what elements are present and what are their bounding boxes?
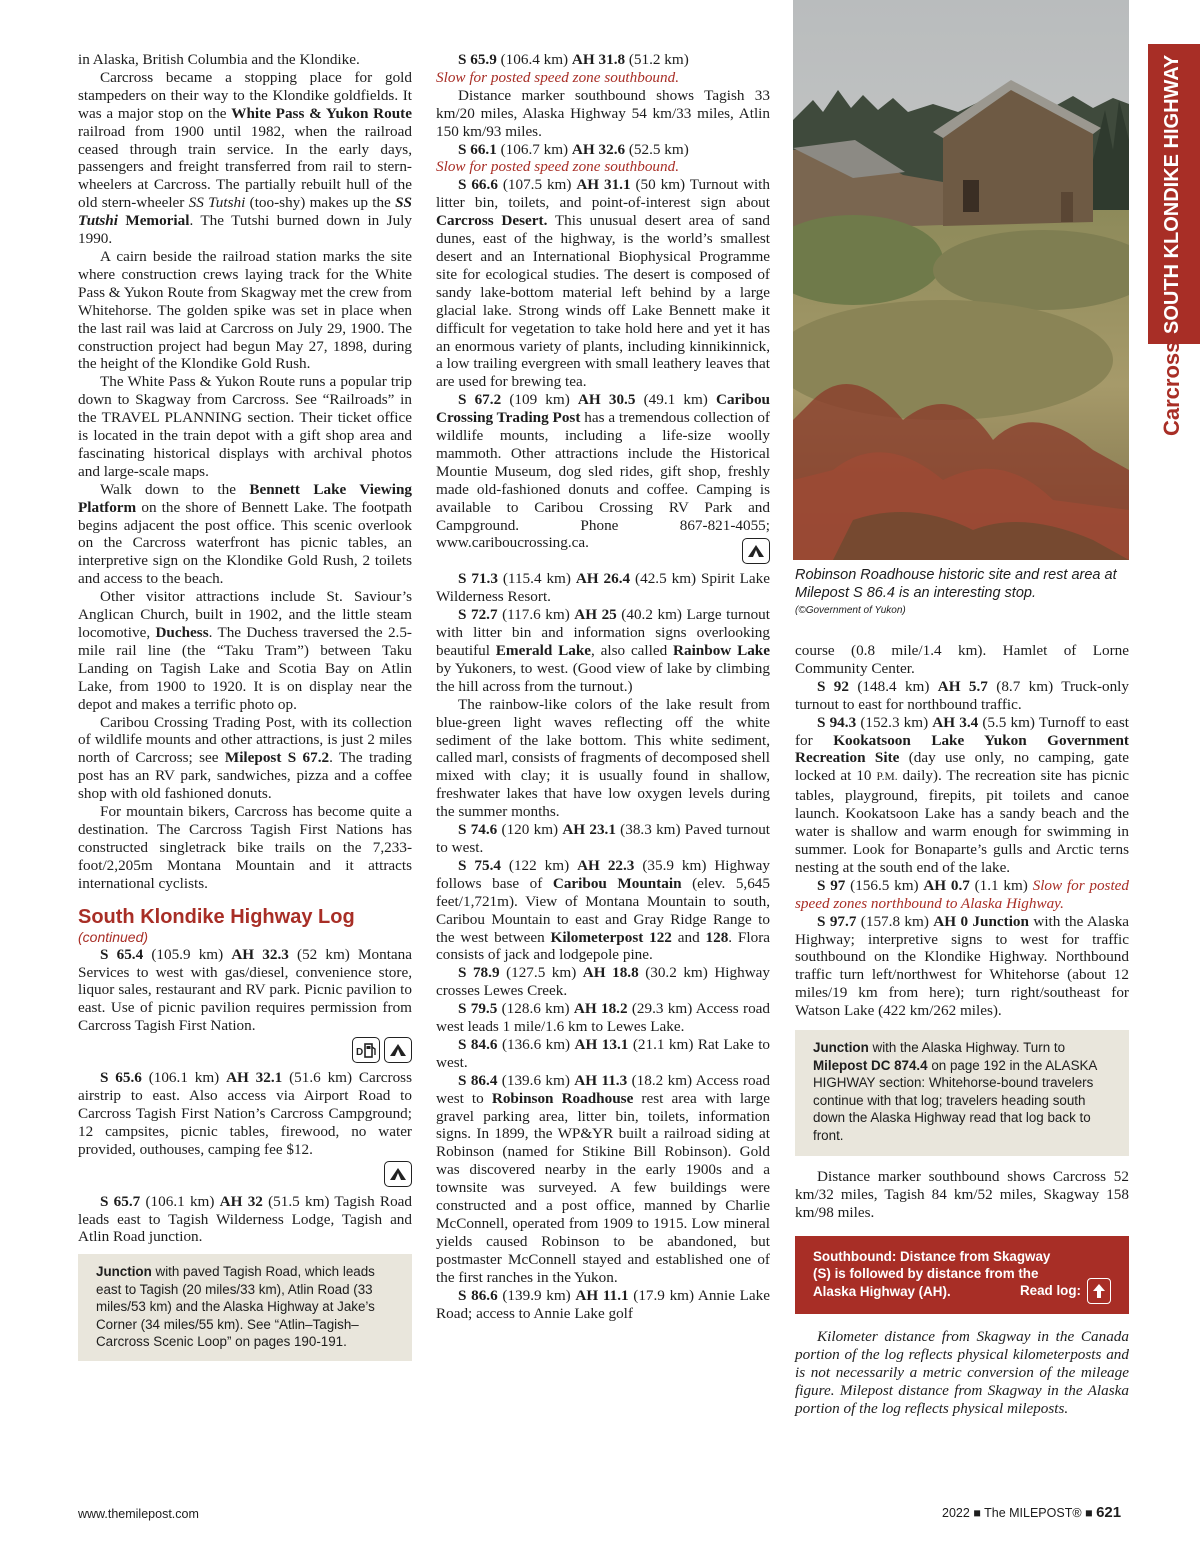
paragraph: in Alaska, British Columbia and the Klondike. [78,51,360,68]
footer-year: 2022 [942,1506,970,1520]
log-continued: (continued) [78,928,149,945]
paragraph: A cairn beside the railroad station marks the site where construction crews laying track for the White Pass & Yukon Route from Skagway met the crew from Whitehorse. The golden spike was set in place when the last rail was laid at Carcross on July 29, 1900. The construction project had begun May 27, 1898, during the height of the Klondike Gold Rush. [78,247,412,373]
log-entry: S 71.3 (115.4 km) AH 26.4 (42.5 km) Spirit Lake Wilderness Resort. [436,570,771,606]
footer-pubinfo [942,1504,1121,1521]
log-entry: S 79.5 (128.6 km) AH 18.2 (29.3 km) Access road west leads 1 mile/1.6 km to Lewes Lake. [436,1000,770,1036]
svg-text:D: D [356,1047,364,1059]
log-entry: S 75.4 (122 km) AH 22.3 (35.9 km) Highway follows base of Caribou Mountain (elev. 5,645 feet/1,721m). View of Montana Mountain to south, Caribou Mountain to east and Gray Ridge Range to the west between Kilometerpost 122 and 128. Flora consists of jack and lodgepole pine. [436,856,771,964]
log-entry: S 66.1 (106.7 km) AH 32.6 (52.5 km) [458,140,689,158]
paragraph: Walk down to the Bennett Lake Viewing Platform on the shore of Bennett Lake. The footpath begins adjacent the post office. This scenic overlook on the Carcross waterfront has picnic tables, an interpretive sign on the Klondike Gold Rush, 2 toilets and access to the beach. [78,480,412,588]
log-entry: S 94.3 (152.3 km) AH 3.4 (5.5 km) Turnoff to east for Kookatsoon Lake Yukon Government Recreation Site (day use only, no camping, gate locked at 10 P.M. daily). The recreation site has picnic tables, playground, firepits, pit toilets and canoe launch. Kookatsoon Lake has a sandy beach and the water is shallow and warm enough for swimming in summer. Look for Bonaparte’s gulls and Arctic terns nesting at the south end of the lake. [795,713,1129,876]
gas-diesel-icon [352,1037,380,1063]
log-entry: S 92 (148.4 km) AH 5.7 (8.7 km) Truck-only turnout to east for northbound traffic. [795,677,1129,713]
campground-icon [742,538,770,564]
column-1 [78,51,412,1361]
log-entry: S 74.6 (120 km) AH 23.1 (38.3 km) Paved turnout to west. [436,821,771,856]
log-entry: S 66.6 (107.5 km) AH 31.1 (50 km) Turnout with litter bin, toilets, and point-of-interest sign about Carcross Desert. This unusual desert area of sand dunes, east of the highway, is the world’s smallest desert and an International Biophysical Programme site for ecological studies. The desert is composed of sandy lake-bottom material left behind by a large glacial lake. Strong winds off Lake Bennett make it difficult for vegetation to take hold here and yet it has an enormous variety of plants, including kinnikinnick, a low trailing evergreen with small leathery leaves that are used for brewing tea. [436,176,770,391]
column-2 [436,51,770,1322]
read-log-label: Read log: [1019,1282,1081,1298]
legend-text: Southbound: Distance from Skagway (S) is followed by distance from the Alaska Highway (AH). [813,1248,1051,1299]
log-entry: S 97.7 (157.8 km) AH 0 Junction with the Alaska Highway; interpretive signs to west for traffic southbound on the Klondike Highway. Northbound traffic turn left/northwest for Whitehorse (about 12 miles/19 km from here); turn right/southeast for Watson Lake (422 km/262 miles). [795,912,1130,1020]
section-tab-place: Carcross [1159,340,1184,436]
footer-bullet-icon: ■ [1085,1506,1093,1520]
paragraph: Caribou Crossing Trading Post, with its collection of wildlife mounts and other attractions, is just 2 miles north of Carcross; see Milepost S 67.2. The trading post has an RV park, sandwiches, pizza and a coffee shop with old fashioned donuts. [78,713,412,803]
paragraph: The rainbow-like colors of the lake result from blue-green light waves reflecting off the white sediment of the lake bottom. This white sediment, called marl, consists of fragments of decomposed shell mixed with clay; it is usually found in shallow, freshwater lakes that have low oxygen levels during the summer months. [436,695,770,821]
footer-url: www.themilepost.com [78,1507,199,1521]
campground-icon [384,1037,412,1063]
column-3 [795,642,1129,1418]
log-entry: S 97 (156.5 km) AH 0.7 (1.1 km) Slow for posted speed zones northbound to Alaska Highway. [795,876,1129,912]
log-entry: S 84.6 (136.6 km) AH 13.1 (21.1 km) Rat Lake to west. [436,1035,771,1071]
caption-text: Robinson Roadhouse historic site and rest area at Milepost S 86.4 is an interesting stop. [795,567,1117,601]
junction-box: Junction with the Alaska Highway. Turn to Milepost DC 874.4 on page 192 in the ALASKA HIGHWAY section: Whitehorse-bound travelers continue with that log; travelers heading south down the Alaska Highway read that log back to front. [795,1030,1129,1156]
speed-notice: Slow for posted speed zone southbound. [436,158,679,176]
log-entry: S 78.9 (127.5 km) AH 18.8 (30.2 km) Highway crosses Lewes Creek. [436,964,770,1000]
log-entry: S 65.9 (106.4 km) AH 31.8 (51.2 km) [458,51,689,68]
paragraph: The White Pass & Yukon Route runs a popular trip down to Skagway from Carcross. See “Railroads” in the TRAVEL PLANNING section. Their ticket office is located in the train depot with a gift shop area and fascinating historical displays with archival photos and large-scale maps. [78,373,412,480]
paragraph: course (0.8 mile/1.4 km). Hamlet of Lorne Community Center. [795,642,1129,677]
log-entry: S 67.2 (109 km) AH 30.5 (49.1 km) Caribou Crossing Trading Post has a tremendous collection of wildlife mounts, including a life-size woolly mammoth. Other attractions include the Historical Mountie Museum, dog sled rides, gift shop, freshly made old-fashioned donuts and coffee. Camping is available to Caribou Crossing RV Park and Campground. Phone 867-821-4055; www.cariboucrossing.ca. [436,391,770,552]
log-heading: South Klondike Highway Log [78,905,355,928]
paragraph: Carcross became a stopping place for gold stampeders on their way to the Klondike goldfields. It was a major stop on the White Pass & Yukon Route railroad from 1900 until 1982, when the railroad ceased through train service. In the early days, passengers and freight transferred from rail to stern-wheelers at Carcross. The partially rebuilt hull of the old stern-wheeler SS Tutshi (too-shy) makes up the SS Tutshi Memorial. The Tutshi burned down in July 1990. [78,68,412,248]
log-entry: S 65.4 (105.9 km) AH 32.3 (52 km) Montana Services to west with gas/diesel, convenience store, liquor sales, restaurant and RV park. Picnic pavilion to east. Use of picnic pavilion requires permission from Carcross Tagish First Nation. [78,945,413,1035]
up-arrow-icon [1087,1278,1111,1304]
distance-note: Kilometer distance from Skagway in the Canada portion of the log reflects physical kilometerposts and is not necessarily a metric conversion of the mileage figure. Milepost distance from Skagway in the Alaska portion of the log reflects physical mileposts. [795,1328,1129,1417]
log-entry: S 72.7 (117.6 km) AH 25 (40.2 km) Large turnout with litter bin and information signs overlooking beautiful Emerald Lake, also called Rainbow Lake by Yukoners, to west. (Good view of lake by climbing the hill across from the turnout.) [436,606,771,695]
footer-publication: The MILEPOST® [984,1506,1082,1520]
section-tab [1148,44,1200,448]
paragraph: Distance marker southbound shows Carcross 52 km/32 miles, Tagish 84 km/52 miles, Skagway 158 km/98 miles. [795,1168,1129,1221]
amenity-icons [78,1037,412,1063]
section-tab-highway: SOUTH KLONDIKE HIGHWAY [1161,54,1183,334]
legend-box [795,1236,1129,1315]
roadhouse-photo [793,0,1129,560]
log-entry: S 65.7 (106.1 km) AH 32 (51.5 km) Tagish Road leads east to Tagish Wilderness Lodge, Tagish and Atlin Road junction. [78,1192,412,1246]
footer-bullet-icon: ■ [973,1506,981,1520]
log-entry: S 86.4 (139.6 km) AH 11.3 (18.2 km) Access road west to Robinson Roadhouse rest area with large gravel parking area, litter bin, toilets, information signs. In 1899, the WP&YR built a railroad siding at Robinson (named for Stikine Bill Robinson). Gold was discovered nearby in the early 1900s and a townsite was surveyed. A few buildings were constructed and a post office, manned by Charlie McConnell, operated from 1909 to 1915. Low mineral yields caused Robinson to be abandoned, but postmaster McConnell stayed and established one of the first ranches in the Yukon. [436,1071,770,1286]
log-entry: S 86.6 (139.9 km) AH 11.1 (17.9 km) Annie Lake Road; access to Annie Lake golf [436,1286,770,1322]
paragraph: Other visitor attractions include St. Saviour’s Anglican Church, built in 1902, and the little steam locomotive, Duchess. The Duchess traversed the 2.5-mile rail line (the “Taku Tram”) between Taku Landing on Tagish Lake and Scotia Bay on Atlin Lake, from 1900 to 1920. It is on display near the depot and makes a terrific photo op. [78,588,412,713]
photo-credit: (©Government of Yukon) [795,605,906,616]
junction-box: Junction with paved Tagish Road, which leads east to Tagish (20 miles/33 km), Atlin Road (33 miles/53 km) and the Alaska Highway at Jake’s Corner (34 miles/55 km). See “Atlin–Tagish–Carcross Scenic Loop” on pages 190-191. [78,1254,412,1361]
log-entry: S 65.6 (106.1 km) AH 32.1 (51.6 km) Carcross airstrip to east. Also access via Airport Road to Carcross Tagish First Nation’s Carcross Campground; 12 campsites, picnic tables, firewood, no water provided, outhouses, camping fee $12. [78,1069,413,1158]
paragraph: Distance marker southbound shows Tagish 33 km/20 miles, Alaska Highway 54 km/33 miles, Atlin 150 km/93 miles. [436,86,770,140]
campground-icon [384,1161,412,1187]
paragraph: For mountain bikers, Carcross has become quite a destination. The Carcross Tagish First Nations has constructed singletrack bike trails on the 7,233-foot/2,205m Montana Mountain and it attracts international cyclists. [78,803,412,892]
photo-caption [795,566,1130,618]
page-number: 621 [1096,1504,1122,1521]
speed-notice: Slow for posted speed zone southbound. [436,68,679,86]
amenity-icons [78,1161,412,1187]
